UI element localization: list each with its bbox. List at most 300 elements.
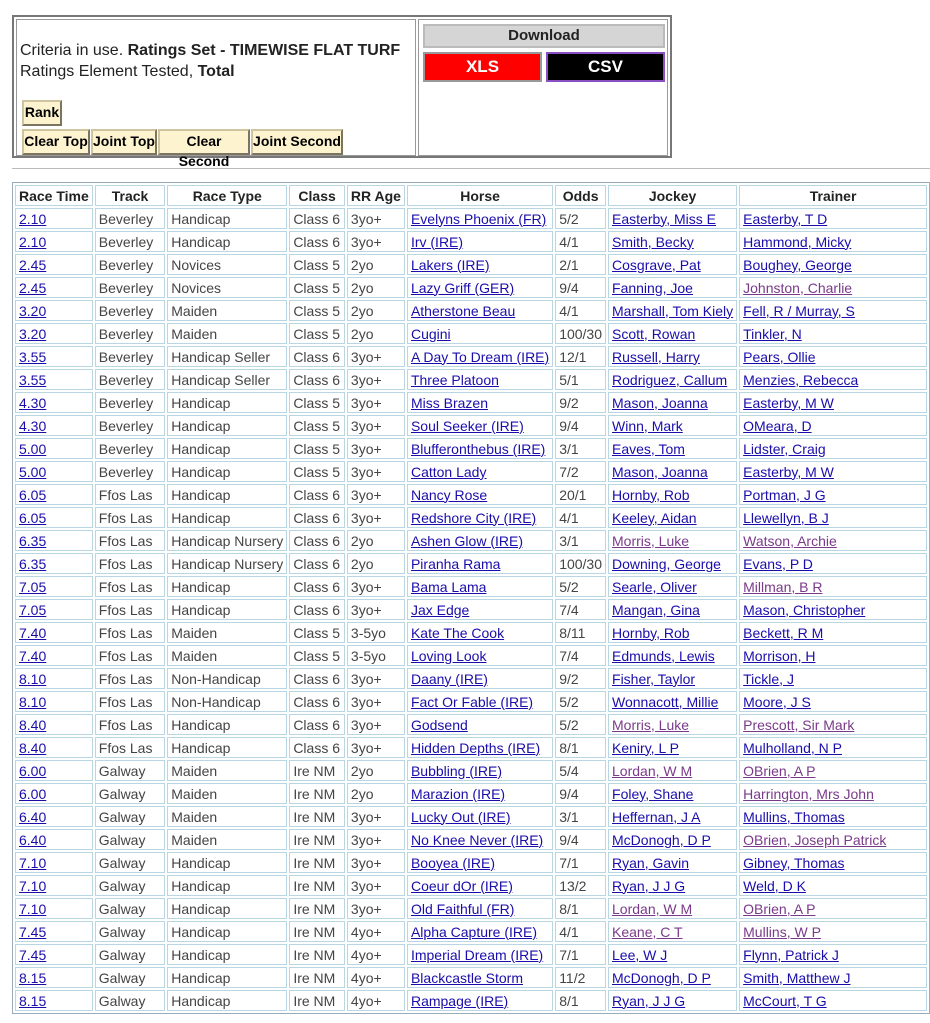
race-type-cell: Handicap bbox=[167, 208, 287, 229]
race-time-cell bbox=[15, 967, 93, 988]
trainer-link[interactable]: Mullins, W P bbox=[743, 923, 821, 940]
horse-cell bbox=[407, 484, 553, 505]
race-type-cell: Handicap bbox=[167, 599, 287, 620]
horse-link[interactable]: Ashen Glow (IRE) bbox=[410, 532, 523, 549]
jockey-link[interactable]: Searle, Oliver bbox=[612, 578, 697, 595]
track-cell: Galway bbox=[95, 944, 165, 965]
class-cell: Ire NM bbox=[289, 783, 345, 804]
horse-link[interactable]: Kate The Cook bbox=[410, 624, 505, 641]
col-jockey[interactable]: Jockey bbox=[608, 185, 737, 206]
csv-button[interactable]: CSV bbox=[546, 52, 665, 82]
trainer-link[interactable]: Boughey, George bbox=[743, 256, 852, 273]
col-race-time[interactable]: Race Time bbox=[15, 185, 93, 206]
race-time-link[interactable]: 7.10 bbox=[19, 900, 47, 917]
trainer-cell bbox=[739, 691, 927, 712]
trainer-cell bbox=[739, 944, 927, 965]
trainer-link[interactable]: Menzies, Rebecca bbox=[743, 371, 859, 388]
horse-cell bbox=[407, 277, 553, 298]
jockey-link[interactable]: Morris, Luke bbox=[612, 532, 690, 549]
table-row bbox=[15, 898, 927, 919]
col-trainer[interactable]: Trainer bbox=[739, 185, 927, 206]
horse-cell bbox=[407, 737, 553, 758]
jockey-cell bbox=[608, 369, 737, 390]
class-cell: Ire NM bbox=[289, 898, 345, 919]
race-time-link[interactable]: 7.40 bbox=[19, 647, 47, 664]
trainer-link[interactable]: Lidster, Craig bbox=[743, 440, 826, 457]
race-time-link[interactable]: 7.40 bbox=[19, 624, 47, 641]
track-cell: Galway bbox=[95, 990, 165, 1011]
table-row bbox=[15, 829, 927, 850]
table-row bbox=[15, 484, 927, 505]
table-row bbox=[15, 438, 927, 459]
table-row bbox=[15, 300, 927, 321]
table-row bbox=[15, 231, 927, 252]
age-cell: 3yo+ bbox=[347, 898, 405, 919]
race-time-link[interactable]: 8.10 bbox=[19, 693, 47, 710]
table-row bbox=[15, 783, 927, 804]
trainer-link[interactable]: Morrison, H bbox=[743, 647, 816, 664]
trainer-link[interactable]: Tinkler, N bbox=[743, 325, 802, 342]
jockey-link[interactable]: Smith, Becky bbox=[612, 233, 694, 250]
trainer-link[interactable]: OMeara, D bbox=[743, 417, 812, 434]
jockey-cell bbox=[608, 622, 737, 643]
track-cell: Ffos Las bbox=[95, 645, 165, 666]
trainer-link[interactable]: Weld, D K bbox=[743, 877, 806, 894]
trainer-link[interactable]: Fell, R / Murray, S bbox=[743, 302, 855, 319]
trainer-link[interactable]: Mulholland, N P bbox=[743, 739, 842, 756]
jockey-cell bbox=[608, 714, 737, 735]
trainer-link[interactable]: Smith, Matthew J bbox=[743, 969, 851, 986]
jockey-link[interactable]: Edmunds, Lewis bbox=[612, 647, 715, 664]
jockey-link[interactable]: Ryan, J J G bbox=[612, 992, 686, 1009]
trainer-cell bbox=[739, 967, 927, 988]
jockey-link[interactable]: Eaves, Tom bbox=[612, 440, 685, 457]
track-cell: Beverley bbox=[95, 254, 165, 275]
race-time-link[interactable]: 5.00 bbox=[19, 440, 47, 457]
horse-link[interactable]: Daany (IRE) bbox=[410, 670, 488, 687]
race-type-cell: Handicap Seller bbox=[167, 369, 287, 390]
jockey-link[interactable]: Lordan, W M bbox=[612, 900, 693, 917]
trainer-link[interactable]: Easterby, T D bbox=[743, 210, 828, 227]
table-row bbox=[15, 254, 927, 275]
age-cell: 2yo bbox=[347, 783, 405, 804]
trainer-link[interactable]: Mason, Christopher bbox=[743, 601, 866, 618]
race-type-cell: Handicap bbox=[167, 576, 287, 597]
jockey-link[interactable]: Fisher, Taylor bbox=[612, 670, 696, 687]
age-cell: 3yo+ bbox=[347, 415, 405, 436]
trainer-link[interactable]: Flynn, Patrick J bbox=[743, 946, 839, 963]
race-time-link[interactable]: 8.40 bbox=[19, 716, 47, 733]
trainer-link[interactable]: Beckett, R M bbox=[743, 624, 824, 641]
trainer-link[interactable]: McCourt, T G bbox=[743, 992, 827, 1009]
horse-cell bbox=[407, 898, 553, 919]
horse-link[interactable]: Booyea (IRE) bbox=[410, 854, 495, 871]
race-time-link[interactable]: 7.45 bbox=[19, 946, 47, 963]
jockey-cell bbox=[608, 484, 737, 505]
jockey-link[interactable]: Mason, Joanna bbox=[612, 394, 708, 411]
jockey-link[interactable]: Hornby, Rob bbox=[612, 624, 690, 641]
race-time-link[interactable]: 4.30 bbox=[19, 417, 47, 434]
race-time-link[interactable]: 3.55 bbox=[19, 348, 47, 365]
col-class[interactable]: Class bbox=[289, 185, 345, 206]
race-time-link[interactable]: 7.05 bbox=[19, 601, 47, 618]
class-cell: Class 6 bbox=[289, 691, 345, 712]
horse-link[interactable]: Rampage (IRE) bbox=[410, 992, 509, 1009]
horse-link[interactable]: Catton Lady bbox=[410, 463, 487, 480]
horse-link[interactable]: Redshore City (IRE) bbox=[410, 509, 537, 526]
table-row bbox=[15, 990, 927, 1011]
track-cell: Galway bbox=[95, 921, 165, 942]
horse-link[interactable]: Imperial Dream (IRE) bbox=[410, 946, 544, 963]
age-cell: 3yo+ bbox=[347, 369, 405, 390]
race-time-link[interactable]: 5.00 bbox=[19, 463, 47, 480]
race-type-cell: Handicap bbox=[167, 921, 287, 942]
xls-button[interactable]: XLS bbox=[423, 52, 542, 82]
jockey-cell bbox=[608, 415, 737, 436]
trainer-cell bbox=[739, 507, 927, 528]
jockey-link[interactable]: Keeley, Aidan bbox=[612, 509, 697, 526]
table-row bbox=[15, 737, 927, 758]
race-time-link[interactable]: 8.15 bbox=[19, 969, 47, 986]
table-row bbox=[15, 208, 927, 229]
download-box bbox=[418, 19, 668, 156]
col-track[interactable]: Track bbox=[95, 185, 165, 206]
results-body bbox=[15, 208, 927, 1011]
clear-top-button[interactable]: Clear Top bbox=[22, 129, 90, 155]
jockey-link[interactable]: Russell, Harry bbox=[612, 348, 700, 365]
jockey-link[interactable]: Mason, Joanna bbox=[612, 463, 708, 480]
trainer-link[interactable]: Pears, Ollie bbox=[743, 348, 816, 365]
race-time-cell bbox=[15, 668, 93, 689]
horse-link[interactable]: Lucky Out (IRE) bbox=[410, 808, 511, 825]
age-cell: 3yo+ bbox=[347, 346, 405, 367]
horse-link[interactable]: Bama Lama bbox=[410, 578, 487, 595]
track-cell: Galway bbox=[95, 898, 165, 919]
track-cell: Ffos Las bbox=[95, 737, 165, 758]
race-time-link[interactable]: 4.30 bbox=[19, 394, 47, 411]
race-type-cell: Handicap bbox=[167, 714, 287, 735]
element-line bbox=[20, 63, 235, 81]
trainer-link[interactable]: Evans, P D bbox=[743, 555, 813, 572]
race-time-link[interactable]: 6.35 bbox=[19, 532, 47, 549]
class-cell: Class 6 bbox=[289, 346, 345, 367]
trainer-cell bbox=[739, 783, 927, 804]
horse-link[interactable]: Jax Edge bbox=[410, 601, 470, 618]
odds-cell: 4/1 bbox=[555, 231, 606, 252]
race-time-cell bbox=[15, 990, 93, 1011]
horse-link[interactable]: Atherstone Beau bbox=[410, 302, 516, 319]
race-time-link[interactable]: 6.35 bbox=[19, 555, 47, 572]
race-time-cell bbox=[15, 346, 93, 367]
horse-link[interactable]: A Day To Dream (IRE) bbox=[410, 348, 550, 365]
horse-cell bbox=[407, 576, 553, 597]
track-cell: Ffos Las bbox=[95, 622, 165, 643]
class-cell: Class 6 bbox=[289, 737, 345, 758]
jockey-link[interactable]: Cosgrave, Pat bbox=[612, 256, 701, 273]
horse-link[interactable]: Lakers (IRE) bbox=[410, 256, 490, 273]
trainer-link[interactable]: OBrien, Joseph Patrick bbox=[743, 831, 887, 848]
jockey-link[interactable]: Winn, Mark bbox=[612, 417, 683, 434]
race-type-cell: Handicap bbox=[167, 438, 287, 459]
jockey-link[interactable]: Keniry, L P bbox=[612, 739, 679, 756]
horse-link[interactable]: Cugini bbox=[410, 325, 451, 342]
col-horse[interactable]: Horse bbox=[407, 185, 553, 206]
age-cell: 3-5yo bbox=[347, 622, 405, 643]
race-time-link[interactable]: 8.10 bbox=[19, 670, 47, 687]
horse-link[interactable]: Coeur dOr (IRE) bbox=[410, 877, 513, 894]
clear-second-button[interactable]: Clear Second bbox=[158, 129, 250, 155]
race-time-cell bbox=[15, 369, 93, 390]
race-time-link[interactable]: 3.55 bbox=[19, 371, 47, 388]
race-time-cell bbox=[15, 576, 93, 597]
race-time-cell bbox=[15, 231, 93, 252]
trainer-cell bbox=[739, 898, 927, 919]
race-time-cell bbox=[15, 553, 93, 574]
jockey-link[interactable]: Heffernan, J A bbox=[612, 808, 701, 825]
age-cell: 3yo+ bbox=[347, 714, 405, 735]
trainer-link[interactable]: Llewellyn, B J bbox=[743, 509, 829, 526]
race-time-link[interactable]: 2.10 bbox=[19, 233, 47, 250]
race-time-link[interactable]: 2.10 bbox=[19, 210, 47, 227]
class-cell: Ire NM bbox=[289, 967, 345, 988]
age-cell: 4yo+ bbox=[347, 944, 405, 965]
horse-link[interactable]: Miss Brazen bbox=[410, 394, 488, 411]
horse-link[interactable]: Alpha Capture (IRE) bbox=[410, 923, 538, 940]
odds-cell: 100/30 bbox=[555, 323, 606, 344]
odds-cell: 8/11 bbox=[555, 622, 606, 643]
race-time-link[interactable]: 8.40 bbox=[19, 739, 47, 756]
table-row bbox=[15, 852, 927, 873]
separator bbox=[12, 168, 930, 169]
horse-link[interactable]: Old Faithful (FR) bbox=[410, 900, 515, 917]
col-rr-age[interactable]: RR Age bbox=[347, 185, 405, 206]
joint-top-button[interactable]: Joint Top bbox=[91, 129, 157, 155]
jockey-cell bbox=[608, 438, 737, 459]
jockey-link[interactable]: Keane, C T bbox=[612, 923, 683, 940]
trainer-link[interactable]: Prescott, Sir Mark bbox=[743, 716, 855, 733]
horse-cell bbox=[407, 507, 553, 528]
horse-link[interactable]: Irv (IRE) bbox=[410, 233, 464, 250]
trainer-link[interactable]: Mullins, Thomas bbox=[743, 808, 845, 825]
table-row bbox=[15, 553, 927, 574]
odds-cell: 8/1 bbox=[555, 990, 606, 1011]
horse-cell bbox=[407, 990, 553, 1011]
rank-button[interactable]: Rank bbox=[22, 100, 62, 126]
odds-cell: 9/4 bbox=[555, 829, 606, 850]
horse-link[interactable]: Bubbling (IRE) bbox=[410, 762, 502, 779]
age-cell: 3yo+ bbox=[347, 737, 405, 758]
race-type-cell: Maiden bbox=[167, 622, 287, 643]
track-cell: Ffos Las bbox=[95, 484, 165, 505]
trainer-cell bbox=[739, 530, 927, 551]
horse-link[interactable]: Three Platoon bbox=[410, 371, 499, 388]
race-time-cell bbox=[15, 898, 93, 919]
horse-link[interactable]: Loving Look bbox=[410, 647, 487, 664]
horse-link[interactable]: Fact Or Fable (IRE) bbox=[410, 693, 534, 710]
jockey-link[interactable]: Ryan, J J G bbox=[612, 877, 686, 894]
race-type-cell: Handicap bbox=[167, 898, 287, 919]
race-time-link[interactable]: 6.40 bbox=[19, 831, 47, 848]
age-cell: 4yo+ bbox=[347, 990, 405, 1011]
race-time-cell bbox=[15, 875, 93, 896]
criteria-box bbox=[16, 19, 416, 169]
horse-link[interactable]: Evelyns Phoenix (FR) bbox=[410, 210, 547, 227]
horse-cell bbox=[407, 323, 553, 344]
jockey-cell bbox=[608, 875, 737, 896]
col-race-type[interactable]: Race Type bbox=[167, 185, 287, 206]
race-type-cell: Handicap bbox=[167, 392, 287, 413]
jockey-cell bbox=[608, 208, 737, 229]
track-cell: Galway bbox=[95, 852, 165, 873]
horse-link[interactable]: Godsend bbox=[410, 716, 468, 733]
horse-link[interactable]: Hidden Depths (IRE) bbox=[410, 739, 541, 756]
trainer-link[interactable]: OBrien, A P bbox=[743, 762, 816, 779]
jockey-cell bbox=[608, 783, 737, 804]
jockey-link[interactable]: Morris, Luke bbox=[612, 716, 690, 733]
odds-cell: 5/1 bbox=[555, 369, 606, 390]
class-cell: Ire NM bbox=[289, 875, 345, 896]
class-cell: Class 6 bbox=[289, 530, 345, 551]
race-type-cell: Handicap bbox=[167, 415, 287, 436]
class-cell: Ire NM bbox=[289, 760, 345, 781]
jockey-link[interactable]: McDonogh, D P bbox=[612, 831, 711, 848]
track-cell: Ffos Las bbox=[95, 530, 165, 551]
trainer-link[interactable]: Portman, J G bbox=[743, 486, 826, 503]
race-time-cell bbox=[15, 829, 93, 850]
horse-link[interactable]: Soul Seeker (IRE) bbox=[410, 417, 524, 434]
race-time-link[interactable]: 7.45 bbox=[19, 923, 47, 940]
race-time-link[interactable]: 6.00 bbox=[19, 762, 47, 779]
odds-cell: 5/2 bbox=[555, 576, 606, 597]
trainer-link[interactable]: Tickle, J bbox=[743, 670, 794, 687]
jockey-link[interactable]: Marshall, Tom Kiely bbox=[612, 302, 734, 319]
jockey-link[interactable]: Fanning, Joe bbox=[612, 279, 693, 296]
race-time-link[interactable]: 7.10 bbox=[19, 877, 47, 894]
trainer-link[interactable]: Gibney, Thomas bbox=[743, 854, 845, 871]
track-cell: Galway bbox=[95, 783, 165, 804]
track-cell: Beverley bbox=[95, 392, 165, 413]
trainer-link[interactable]: Johnston, Charlie bbox=[743, 279, 853, 296]
race-type-cell: Handicap bbox=[167, 231, 287, 252]
horse-link[interactable]: Lazy Griff (GER) bbox=[410, 279, 515, 296]
race-time-cell bbox=[15, 599, 93, 620]
race-time-cell bbox=[15, 323, 93, 344]
trainer-cell bbox=[739, 668, 927, 689]
jockey-link[interactable]: Wonnacott, Millie bbox=[612, 693, 719, 710]
trainer-link[interactable]: Easterby, M W bbox=[743, 463, 834, 480]
trainer-link[interactable]: Harrington, Mrs John bbox=[743, 785, 874, 802]
trainer-link[interactable]: Easterby, M W bbox=[743, 394, 834, 411]
trainer-cell bbox=[739, 829, 927, 850]
jockey-link[interactable]: Lee, W J bbox=[612, 946, 668, 963]
track-cell: Beverley bbox=[95, 323, 165, 344]
jockey-link[interactable]: Downing, George bbox=[612, 555, 721, 572]
race-time-link[interactable]: 2.45 bbox=[19, 256, 47, 273]
race-time-link[interactable]: 6.05 bbox=[19, 509, 47, 526]
race-time-link[interactable]: 2.45 bbox=[19, 279, 47, 296]
race-type-cell: Handicap bbox=[167, 484, 287, 505]
race-time-cell bbox=[15, 852, 93, 873]
trainer-cell bbox=[739, 369, 927, 390]
race-time-cell bbox=[15, 737, 93, 758]
odds-cell: 5/2 bbox=[555, 691, 606, 712]
col-odds[interactable]: Odds bbox=[555, 185, 606, 206]
jockey-link[interactable]: Hornby, Rob bbox=[612, 486, 690, 503]
horse-link[interactable]: Piranha Rama bbox=[410, 555, 501, 572]
jockey-cell bbox=[608, 737, 737, 758]
horse-cell bbox=[407, 806, 553, 827]
jockey-link[interactable]: Easterby, Miss E bbox=[612, 210, 717, 227]
class-cell: Class 6 bbox=[289, 208, 345, 229]
race-time-cell bbox=[15, 760, 93, 781]
jockey-link[interactable]: Foley, Shane bbox=[612, 785, 694, 802]
trainer-link[interactable]: OBrien, A P bbox=[743, 900, 816, 917]
trainer-link[interactable]: Watson, Archie bbox=[743, 532, 837, 549]
horse-link[interactable]: No Knee Never (IRE) bbox=[410, 831, 544, 848]
jockey-cell bbox=[608, 530, 737, 551]
jockey-link[interactable]: Rodriguez, Callum bbox=[612, 371, 728, 388]
jockey-link[interactable]: Mangan, Gina bbox=[612, 601, 700, 618]
trainer-cell bbox=[739, 231, 927, 252]
element-prefix: Ratings Element Tested, bbox=[20, 63, 194, 80]
race-time-link[interactable]: 6.05 bbox=[19, 486, 47, 503]
horse-link[interactable]: Marazion (IRE) bbox=[410, 785, 506, 802]
horse-cell bbox=[407, 714, 553, 735]
odds-cell: 9/4 bbox=[555, 783, 606, 804]
jockey-cell bbox=[608, 967, 737, 988]
race-time-link[interactable]: 7.10 bbox=[19, 854, 47, 871]
horse-link[interactable]: Blufferonthebus (IRE) bbox=[410, 440, 546, 457]
class-cell: Class 6 bbox=[289, 576, 345, 597]
jockey-link[interactable]: Scott, Rowan bbox=[612, 325, 696, 342]
race-time-link[interactable]: 6.00 bbox=[19, 785, 47, 802]
horse-cell bbox=[407, 921, 553, 942]
jockey-link[interactable]: McDonogh, D P bbox=[612, 969, 711, 986]
horse-link[interactable]: Nancy Rose bbox=[410, 486, 488, 503]
race-time-link[interactable]: 6.40 bbox=[19, 808, 47, 825]
jockey-cell bbox=[608, 277, 737, 298]
age-cell: 3yo+ bbox=[347, 231, 405, 252]
race-time-link[interactable]: 3.20 bbox=[19, 302, 47, 319]
jockey-cell bbox=[608, 461, 737, 482]
horse-link[interactable]: Blackcastle Storm bbox=[410, 969, 523, 986]
race-type-cell: Handicap Nursery bbox=[167, 553, 287, 574]
trainer-cell bbox=[739, 806, 927, 827]
horse-cell bbox=[407, 852, 553, 873]
odds-cell: 13/2 bbox=[555, 875, 606, 896]
race-type-cell: Handicap Nursery bbox=[167, 530, 287, 551]
class-cell: Class 5 bbox=[289, 415, 345, 436]
odds-cell: 5/4 bbox=[555, 760, 606, 781]
joint-second-button[interactable]: Joint Second bbox=[251, 129, 343, 155]
trainer-link[interactable]: Hammond, Micky bbox=[743, 233, 852, 250]
race-time-link[interactable]: 8.15 bbox=[19, 992, 47, 1009]
age-cell: 2yo bbox=[347, 530, 405, 551]
trainer-link[interactable]: Moore, J S bbox=[743, 693, 811, 710]
horse-cell bbox=[407, 346, 553, 367]
race-time-link[interactable]: 3.20 bbox=[19, 325, 47, 342]
odds-cell: 5/2 bbox=[555, 714, 606, 735]
trainer-link[interactable]: Millman, B R bbox=[743, 578, 823, 595]
jockey-link[interactable]: Lordan, W M bbox=[612, 762, 693, 779]
criteria-panel bbox=[12, 15, 672, 169]
race-time-link[interactable]: 7.05 bbox=[19, 578, 47, 595]
odds-cell: 7/2 bbox=[555, 461, 606, 482]
horse-cell bbox=[407, 461, 553, 482]
jockey-link[interactable]: Ryan, Gavin bbox=[612, 854, 690, 871]
track-cell: Beverley bbox=[95, 208, 165, 229]
table-row bbox=[15, 875, 927, 896]
